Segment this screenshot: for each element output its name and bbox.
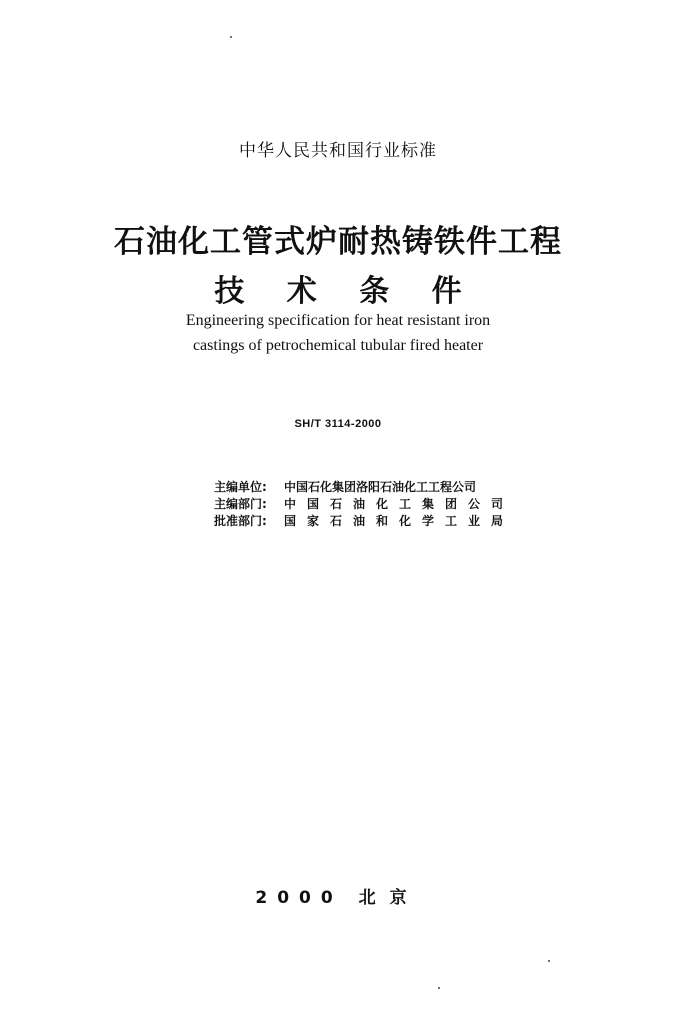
english-title-line2: castings of petrochemical tubular fired heater: [192, 337, 484, 354]
organizations-block: [214, 479, 514, 530]
title-char: 条: [359, 274, 390, 309]
organization-value: 中国石油化工集团公司: [284, 497, 515, 511]
title-char: 件: [431, 274, 462, 309]
scan-speck: [548, 960, 550, 962]
organization-label: 批准部门:: [214, 514, 267, 528]
publication-city: 北京: [358, 888, 421, 908]
document-title-line1: 石油化工管式炉耐热铸铁件工程: [114, 224, 562, 260]
scan-speck: [230, 36, 232, 38]
organization-label: 主编单位:: [214, 480, 267, 494]
standard-category: 中华人民共和国行业标准: [239, 141, 437, 161]
organization-label: 主编部门:: [214, 497, 267, 511]
organization-value: 国家石油和化学工业局: [284, 514, 515, 528]
publication-year: 2000: [255, 888, 343, 908]
title-char: 术: [286, 274, 317, 309]
standard-code: SH/T 3114-2000: [294, 418, 382, 430]
organization-row: [214, 496, 514, 513]
scan-speck: [438, 987, 440, 989]
publication-footer: [0, 883, 676, 908]
organization-row: [214, 479, 514, 496]
english-title-line1: Engineering specification for heat resistant iron: [185, 312, 491, 329]
organization-value: 中国石化集团洛阳石油化工工程公司: [284, 480, 477, 494]
organization-row: [214, 513, 514, 530]
title-char: 技: [214, 274, 245, 309]
document-title-line2: [0, 266, 676, 310]
